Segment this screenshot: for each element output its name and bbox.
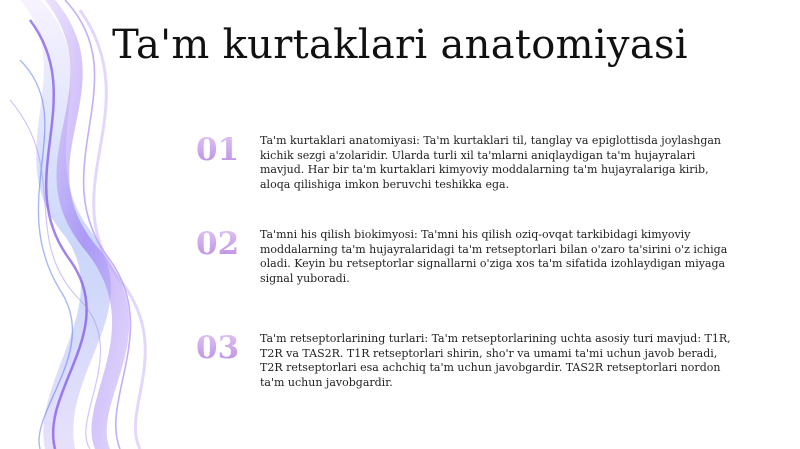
- list-item: [196, 330, 736, 410]
- item-text: Ta'm retseptorlarining turlari: Ta'm retseptorlarining uchta asosiy turi mavjud: T1R, T2R va TAS2R. T1R retseptorlari shirin, sho'r va umami ta'mi uchun javob beradi, T2R retseptorlari esa achchiq ta'm uchun javobgardir. TAS2R retseptorlari nordon ta'm uchun javobgardir.: [260, 332, 731, 389]
- list-item: [196, 226, 736, 306]
- item-number: 01: [196, 132, 248, 168]
- item-number: 03: [196, 330, 248, 366]
- item-text: Ta'mni his qilish biokimyosi: Ta'mni his qilish oziq-ovqat tarkibidagi kimyoviy moddalarning ta'm hujayralaridagi ta'm retseptorlari bilan o'zaro ta'sirini o'z ichiga oladi. Keyin bu retseptorlar signallarni o'ziga xos ta'm sifatida izohlaydigan miyaga signal yuboradi.: [260, 228, 728, 285]
- slide-title: Ta'm kurtaklari anatomiyasi: [112, 22, 688, 68]
- list-item: [196, 132, 736, 212]
- item-number: 02: [196, 226, 248, 262]
- item-text: Ta'm kurtaklari anatomiyasi: Ta'm kurtaklari til, tanglay va epiglottisda joylashgan kichik sezgi a'zolaridir. Ularda turli xil ta'mlarni aniqlaydigan ta'm hujayralari mavjud. Har bir ta'm kurtaklari kimyoviy moddalarning ta'm hujayralariga kirib, aloqa qilishiga imkon beruvchi teshikka ega.: [260, 134, 722, 191]
